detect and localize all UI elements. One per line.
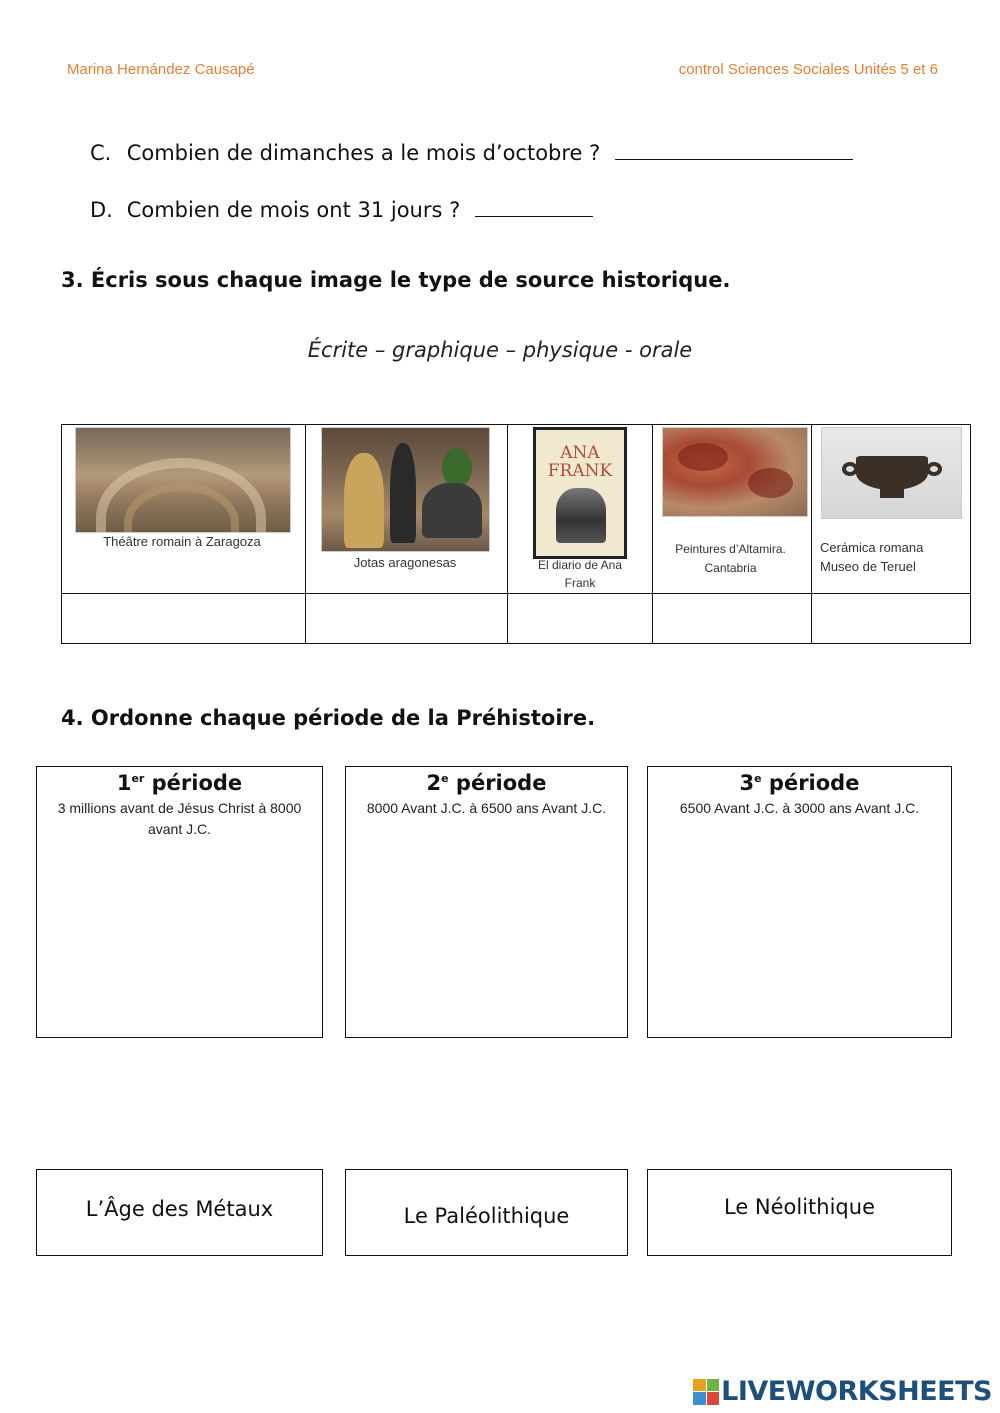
source-cell-jota	[306, 425, 508, 594]
historical-sources-table	[61, 424, 971, 644]
anne-frank-book-image	[533, 427, 627, 559]
answer-cell-1[interactable]	[62, 594, 306, 644]
liveworksheets-logo[interactable]	[693, 1376, 992, 1407]
section-4-title: 4. Ordonne chaque période de la Préhistoire.	[61, 706, 596, 730]
caption-cave: Peintures d’Altamira. Cantabria	[675, 542, 786, 575]
question-d-answer-blank[interactable]	[475, 199, 593, 217]
liveworksheets-logo-icon	[693, 1379, 719, 1405]
question-c-answer-blank[interactable]	[615, 142, 853, 160]
period-1-title: 1er période	[116, 771, 243, 795]
answer-cell-2[interactable]	[306, 594, 508, 644]
caption-jota: Jotas aragonesas	[353, 555, 457, 570]
word-bank: Écrite – graphique – physique - orale	[307, 338, 693, 362]
caption-ceramic: Cerámica romana Museo de Teruel	[820, 540, 924, 574]
book-title-line1: ANA	[560, 443, 600, 463]
period-box-3[interactable]	[647, 766, 952, 1038]
caption-book: El diario de Ana Frank	[537, 558, 623, 590]
answer-cell-5[interactable]	[812, 594, 971, 644]
answer-cell-3[interactable]	[508, 594, 653, 644]
period-1-range: 3 millions avant de Jésus Christ à 8000 avant J.C.	[57, 800, 302, 837]
altamira-paintings-image	[662, 427, 808, 517]
drag-answer-metaux[interactable]: L’Âge des Métaux	[36, 1169, 323, 1256]
source-cell-theatre	[62, 425, 306, 594]
drag-answer-neolithique[interactable]: Le Néolithique	[647, 1169, 952, 1256]
period-2-title: 2e période	[426, 771, 547, 795]
book-title-line2: FRANK	[547, 461, 613, 481]
roman-theatre-image	[75, 427, 291, 533]
question-c-label: C.	[90, 141, 112, 165]
caption-theatre: Théâtre romain à Zaragoza	[103, 534, 261, 549]
period-box-1[interactable]	[36, 766, 323, 1038]
source-cell-cave	[653, 425, 812, 594]
question-d-text: Combien de mois ont 31 jours ?	[126, 198, 461, 222]
worksheet-subject: control Sciences Sociales Unités 5 et 6	[678, 61, 938, 78]
liveworksheets-brand: LIVEWORKSHEETS	[721, 1376, 992, 1407]
question-d	[90, 198, 593, 222]
drag-answer-paleolithique[interactable]: Le Paléolithique	[345, 1169, 628, 1256]
roman-ceramic-image	[821, 427, 962, 519]
period-2-range: 8000 Avant J.C. à 6500 ans Avant J.C.	[366, 800, 607, 816]
source-cell-book	[508, 425, 653, 594]
period-3-range: 6500 Avant J.C. à 3000 ans Avant J.C.	[679, 800, 920, 816]
source-cell-ceramic	[812, 425, 971, 594]
question-c	[90, 141, 853, 165]
answer-cell-4[interactable]	[653, 594, 812, 644]
period-3-title: 3e période	[739, 771, 860, 795]
question-d-label: D.	[90, 198, 113, 222]
period-box-2[interactable]	[345, 766, 628, 1038]
question-c-text: Combien de dimanches a le mois d’octobre ?	[126, 141, 601, 165]
section-3-title: 3. Écris sous chaque image le type de source historique.	[61, 268, 731, 292]
jota-dancers-image	[321, 427, 490, 552]
author-name: Marina Hernández Causapé	[67, 61, 255, 78]
